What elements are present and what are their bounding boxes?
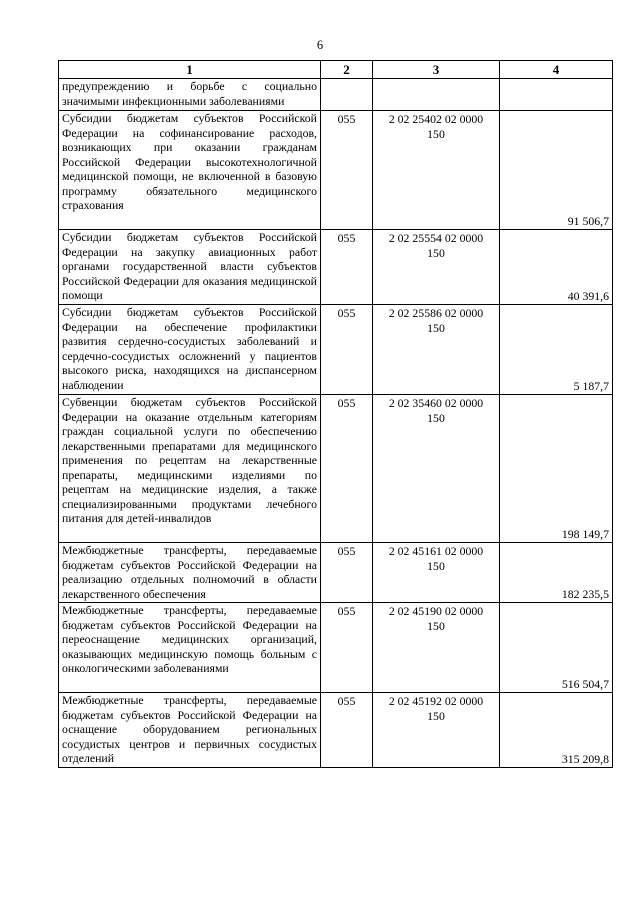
row-budget-code: 2 02 25402 02 0000 150 bbox=[373, 111, 500, 230]
row-budget-code: 2 02 45161 02 0000 150 bbox=[373, 543, 500, 603]
row-description: Субвенции бюджетам субъектов Российской Федерации на оказание отдельным категориям граждан социальной услуги по обеспечению лекарственными препаратами для медицинского применения по рецептам на лекарственные препараты, медицинскими изделиями по рецептам на медицинские изделия, а также специализированными продуктами лечебного питания для детей-инвалидов bbox=[59, 395, 321, 543]
row-budget-code: 2 02 45192 02 0000 150 bbox=[373, 693, 500, 768]
row-budget-code bbox=[373, 79, 500, 111]
row-admin-code: 055 bbox=[321, 543, 373, 603]
row-description: Межбюджетные трансферты, передаваемые бюджетам субъектов Российской Федерации на переоснащение медицинских организаций, оказывающих медицинскую помощь больным с онкологическими заболеваниями bbox=[59, 603, 321, 693]
row-budget-code: 2 02 35460 02 0000 150 bbox=[373, 395, 500, 543]
table-row bbox=[59, 693, 613, 768]
row-description: Межбюджетные трансферты, передаваемые бюджетам субъектов Российской Федерации на реализацию отдельных полномочий в области лекарственного обеспечения bbox=[59, 543, 321, 603]
row-admin-code: 055 bbox=[321, 111, 373, 230]
budget-table bbox=[58, 60, 613, 768]
table-row bbox=[59, 305, 613, 395]
row-amount: 315 209,8 bbox=[500, 693, 613, 768]
row-admin-code: 055 bbox=[321, 693, 373, 768]
row-amount: 91 506,7 bbox=[500, 111, 613, 230]
row-amount: 40 391,6 bbox=[500, 230, 613, 305]
page-number: 6 bbox=[316, 38, 324, 52]
row-admin-code: 055 bbox=[321, 305, 373, 395]
row-amount: 5 187,7 bbox=[500, 305, 613, 395]
row-description: предупреждению и борьбе с социально значимыми инфекционными заболеваниями bbox=[59, 79, 321, 111]
table-row bbox=[59, 543, 613, 603]
row-budget-code: 2 02 25554 02 0000 150 bbox=[373, 230, 500, 305]
column-header-2: 2 bbox=[321, 61, 373, 79]
row-amount bbox=[500, 79, 613, 111]
row-amount: 198 149,7 bbox=[500, 395, 613, 543]
column-header-3: 3 bbox=[373, 61, 500, 79]
column-header-4: 4 bbox=[500, 61, 613, 79]
column-header-1: 1 bbox=[59, 61, 321, 79]
row-description: Субсидии бюджетам субъектов Российской Федерации на закупку авиационных работ органами государственной власти субъектов Российской Федерации для оказания медицинской помощи bbox=[59, 230, 321, 305]
table-row bbox=[59, 395, 613, 543]
row-budget-code: 2 02 25586 02 0000 150 bbox=[373, 305, 500, 395]
row-admin-code: 055 bbox=[321, 230, 373, 305]
row-description: Межбюджетные трансферты, передаваемые бюджетам субъектов Российской Федерации на оснащение оборудованием региональных сосудистых центров и первичных сосудистых отделений bbox=[59, 693, 321, 768]
row-description: Субсидии бюджетам субъектов Российской Федерации на софинансирование расходов, возникающих при оказании гражданам Российской Федерации высокотехнологичной медицинской помощи, не включенной в базовую программу обязательного медицинского страхования bbox=[59, 111, 321, 230]
row-amount: 182 235,5 bbox=[500, 543, 613, 603]
table-row bbox=[59, 111, 613, 230]
table-header-row bbox=[59, 61, 613, 79]
row-budget-code: 2 02 45190 02 0000 150 bbox=[373, 603, 500, 693]
table-row bbox=[59, 230, 613, 305]
row-description: Субсидии бюджетам субъектов Российской Федерации на обеспечение профилактики развития сердечно-сосудистых заболеваний и сердечно-сосудистых осложнений у пациентов высокого риска, находящихся на диспансерном наблюдении bbox=[59, 305, 321, 395]
row-amount: 516 504,7 bbox=[500, 603, 613, 693]
table-row bbox=[59, 79, 613, 111]
row-admin-code: 055 bbox=[321, 603, 373, 693]
row-admin-code bbox=[321, 79, 373, 111]
table-row bbox=[59, 603, 613, 693]
row-admin-code: 055 bbox=[321, 395, 373, 543]
